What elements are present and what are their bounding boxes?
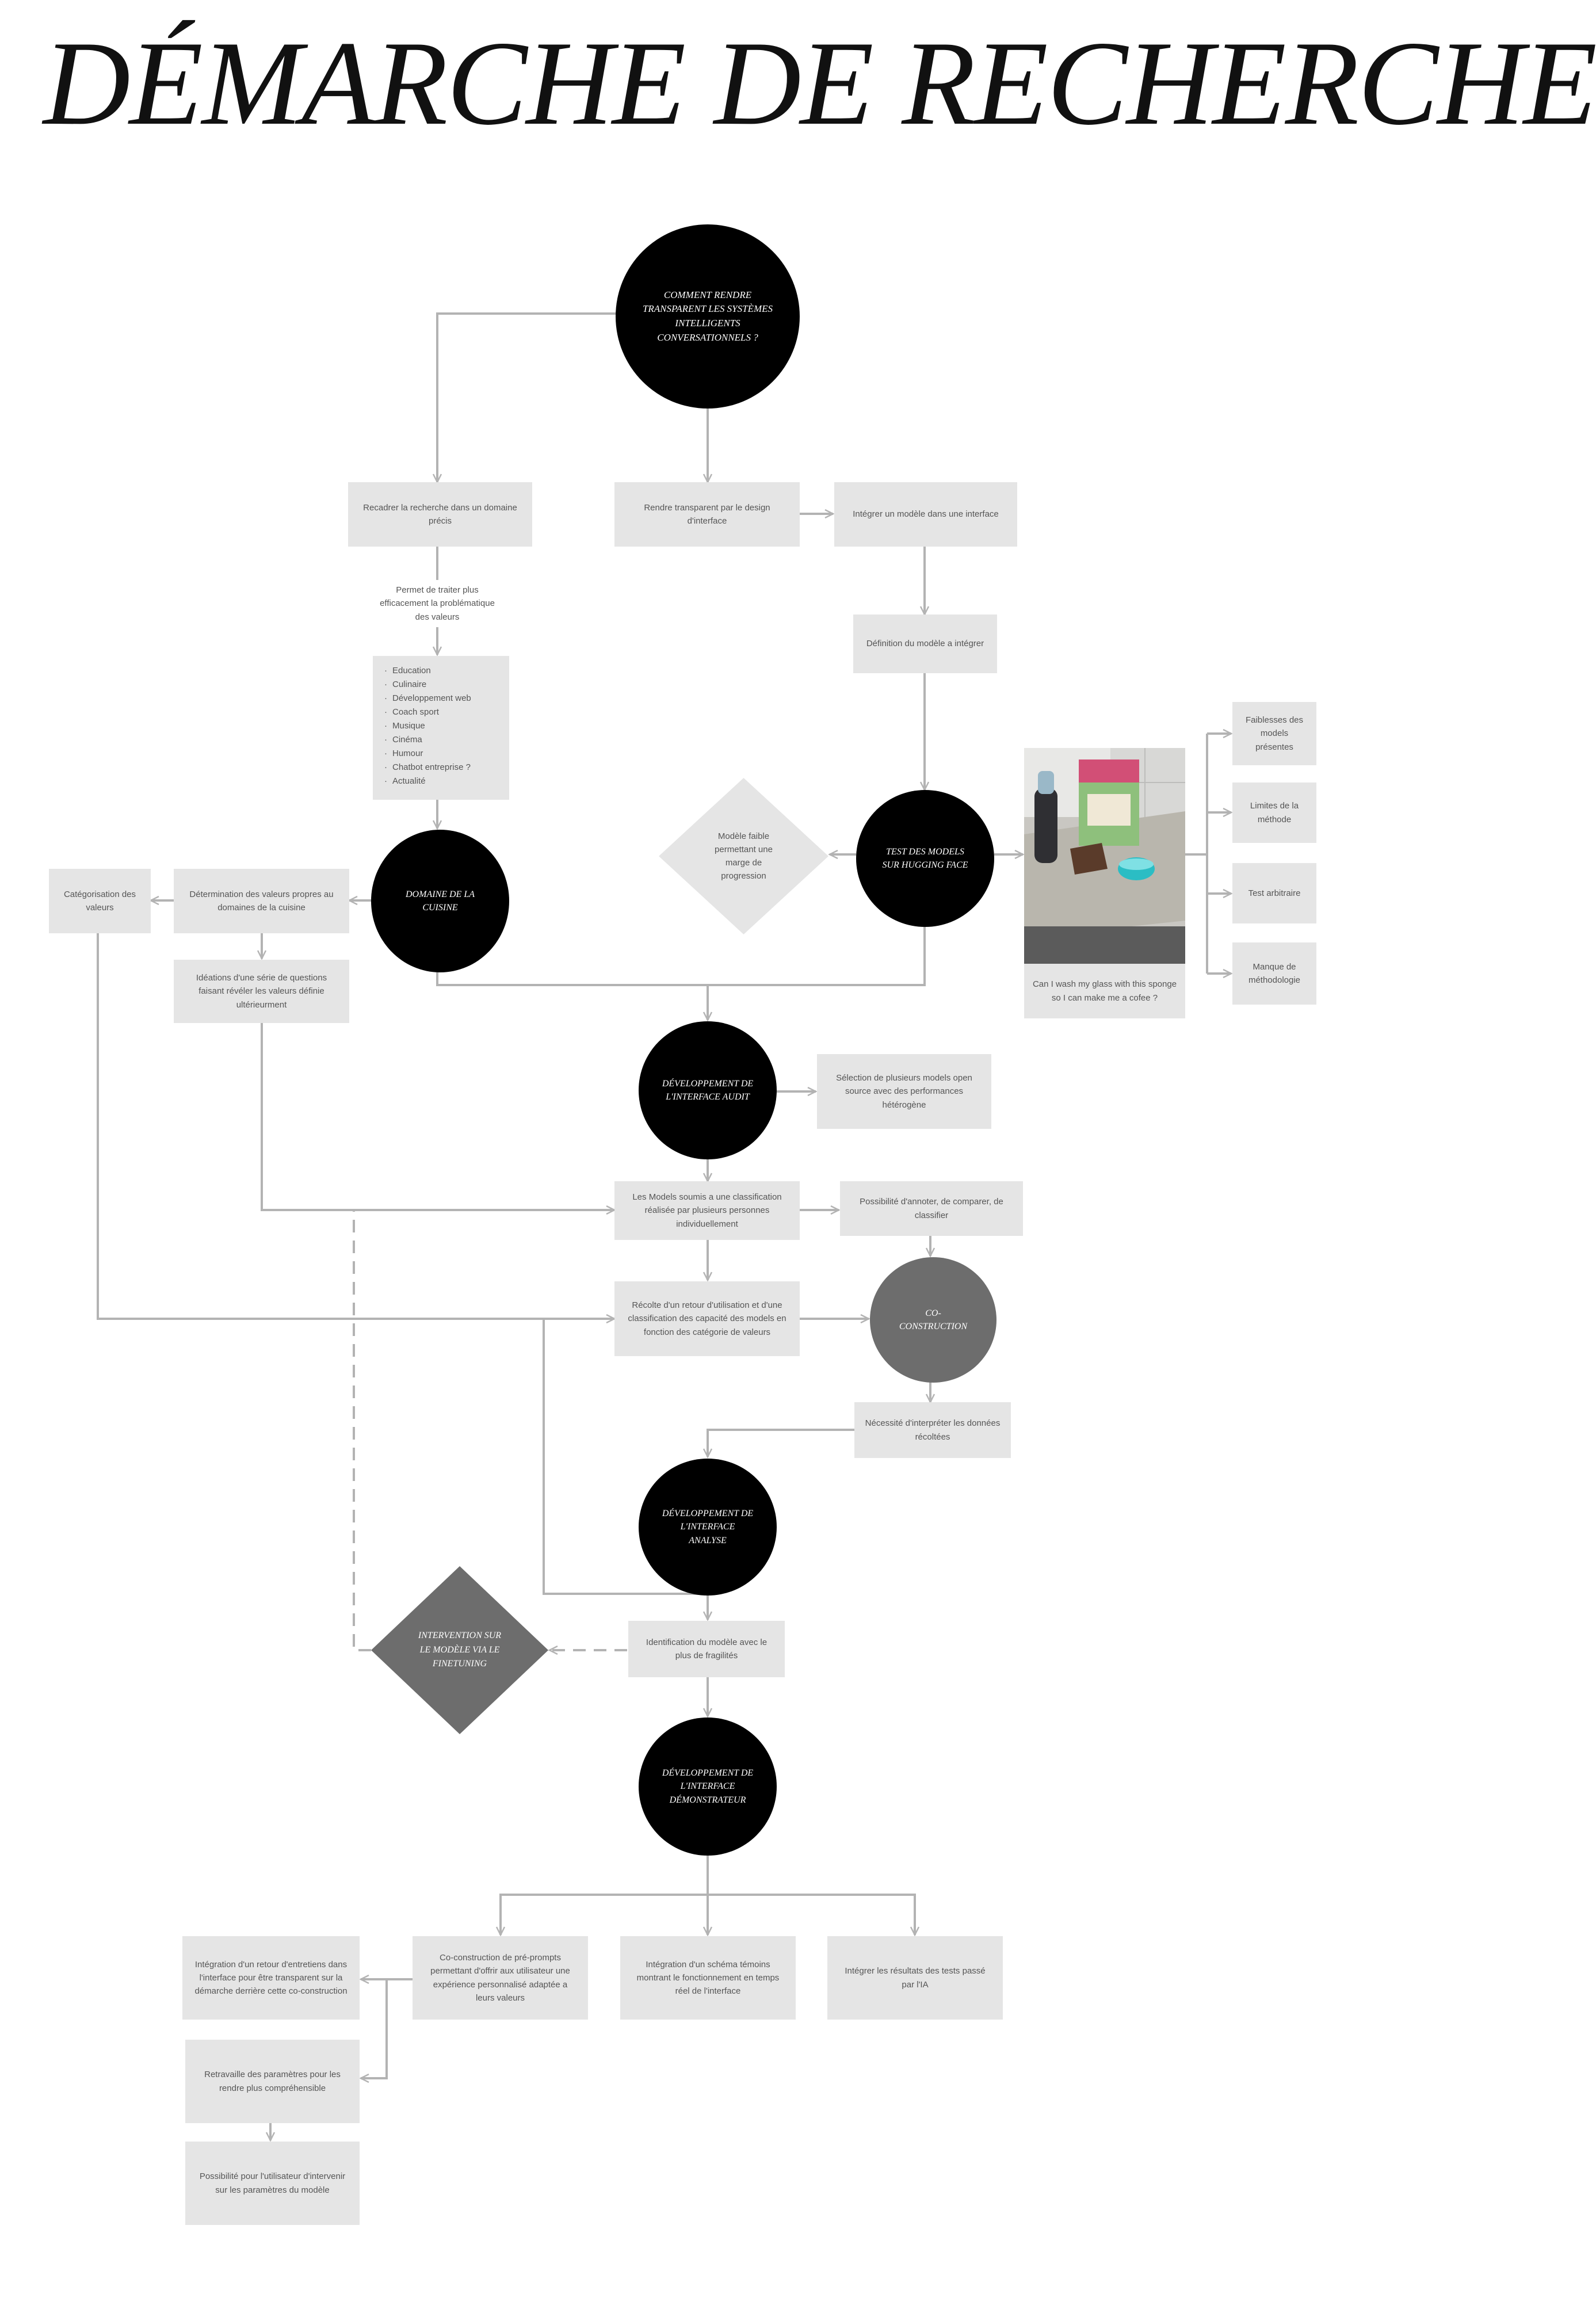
modele-faible-diamond	[659, 778, 828, 934]
integration-schema-box: Intégration d'un schéma témoins montrant le fonctionnement en temps réel de l'interface	[620, 1936, 796, 2020]
integration-retour-box: Intégration d'un retour d'entretiens dans l'interface pour être transparent sur la démarche derrière cette co-construction	[182, 1936, 360, 2020]
co-construction-node: CO-CONSTRUCTION	[870, 1257, 996, 1383]
list-item: · Cinéma	[392, 733, 471, 747]
test-arbitraire-box: Test arbitraire	[1232, 863, 1316, 923]
domaine-cuisine-node: DOMAINE DE LA CUISINE	[371, 830, 509, 972]
retravaille-box: Retravaille des paramètres pour les rendre plus compréhensible	[185, 2040, 360, 2123]
list-item: · Actualité	[392, 774, 471, 788]
faiblesses-box: Faiblesses des models présentes	[1232, 702, 1316, 765]
connector	[361, 1979, 387, 2078]
domains-list	[382, 664, 471, 788]
list-item: · Chatbot entreprise ?	[392, 761, 471, 774]
integrer-resultats-box: Intégrer les résultats des tests passé par l'IA	[827, 1936, 1003, 2020]
list-item: · Culinaire	[392, 678, 471, 692]
list-item: · Développement web	[392, 692, 471, 705]
models-soumis-box: Les Models soumis a une classification réalisée par plusieurs personnes individuellement	[614, 1181, 800, 1240]
connector-dashed	[354, 1210, 371, 1650]
recadrer-box: Recadrer la recherche dans un domaine précis	[348, 482, 532, 547]
test-photo-card	[1024, 748, 1185, 1018]
rendre-transparent-box: Rendre transparent par le design d'interface	[614, 482, 800, 547]
dev-audit-node: DÉVELOPPEMENT DE L'INTERFACE AUDIT	[639, 1021, 777, 1159]
connector	[262, 1023, 614, 1210]
list-item: · Musique	[392, 719, 471, 733]
kitchen-photo-image	[1024, 748, 1185, 964]
connector	[437, 314, 618, 482]
limites-box: Limites de la méthode	[1232, 783, 1316, 843]
dev-demonstrateur-node: DÉVELOPPEMENT DE L'INTERFACE DÉMONSTRATEUR	[639, 1717, 777, 1856]
identification-box: Identification du modèle avec le plus de fragilités	[628, 1621, 785, 1677]
ideations-box: Idéations d'une série de questions faisant révéler les valeurs définie ultérieurment	[174, 960, 349, 1023]
domains-list-box	[373, 656, 509, 800]
list-item: · Coach sport	[392, 705, 471, 719]
page-title: DÉMARCHE DE RECHERCHE	[43, 17, 1596, 150]
categorisation-box: Catégorisation des valeurs	[49, 869, 151, 933]
dev-analyse-node: DÉVELOPPEMENT DE L'INTERFACE ANALYSE	[639, 1459, 777, 1596]
possibilite-annoter-box: Possibilité d'annoter, de comparer, de classifier	[840, 1181, 1023, 1236]
permet-label: Permet de traiter plus efficacement la problématique des valeurs	[380, 585, 495, 622]
necessite-box: Nécessité d'interpréter les données récoltées	[854, 1402, 1011, 1458]
co-construction-prompts-box: Co-construction de pré-prompts permettant d'offrir aux utilisateur une expérience personnalisé adaptée a leurs valeurs	[413, 1936, 588, 2020]
test-models-node: TEST DES MODELS SUR HUGGING FACE	[856, 790, 994, 927]
manque-box: Manque de méthodologie	[1232, 942, 1316, 1005]
connector	[708, 1430, 854, 1457]
possibilite-intervenir-box: Possibilité pour l'utilisateur d'intervenir sur les paramètres du modèle	[185, 2142, 360, 2225]
intervention-diamond	[371, 1566, 548, 1734]
list-item: · Humour	[392, 747, 471, 761]
intervention-text: INTERVENTION SUR LE MODÈLE VIA LE FINETUNING	[418, 1630, 502, 1669]
modele-faible-text: Modèle faible permettant une marge de progression	[715, 831, 773, 881]
photo-caption: Can I wash my glass with this sponge so I can make me a cofee ?	[1024, 964, 1185, 1018]
research-question-node: COMMENT RENDRE TRANSPARENT LES SYSTÈMES INTELLIGENTS CONVERSATIONNELS ?	[616, 224, 800, 409]
determination-box: Détermination des valeurs propres au domaines de la cuisine	[174, 869, 349, 933]
list-item: · Education	[392, 664, 471, 678]
integrer-modele-box: Intégrer un modèle dans une interface	[834, 482, 1017, 547]
definition-modele-box: Définition du modèle a intégrer	[853, 614, 997, 673]
selection-box: Sélection de plusieurs models open source avec des performances hétérogène	[817, 1054, 991, 1129]
recolte-box: Récolte d'un retour d'utilisation et d'une classification des capacité des models en fonction des catégorie de valeurs	[614, 1281, 800, 1356]
